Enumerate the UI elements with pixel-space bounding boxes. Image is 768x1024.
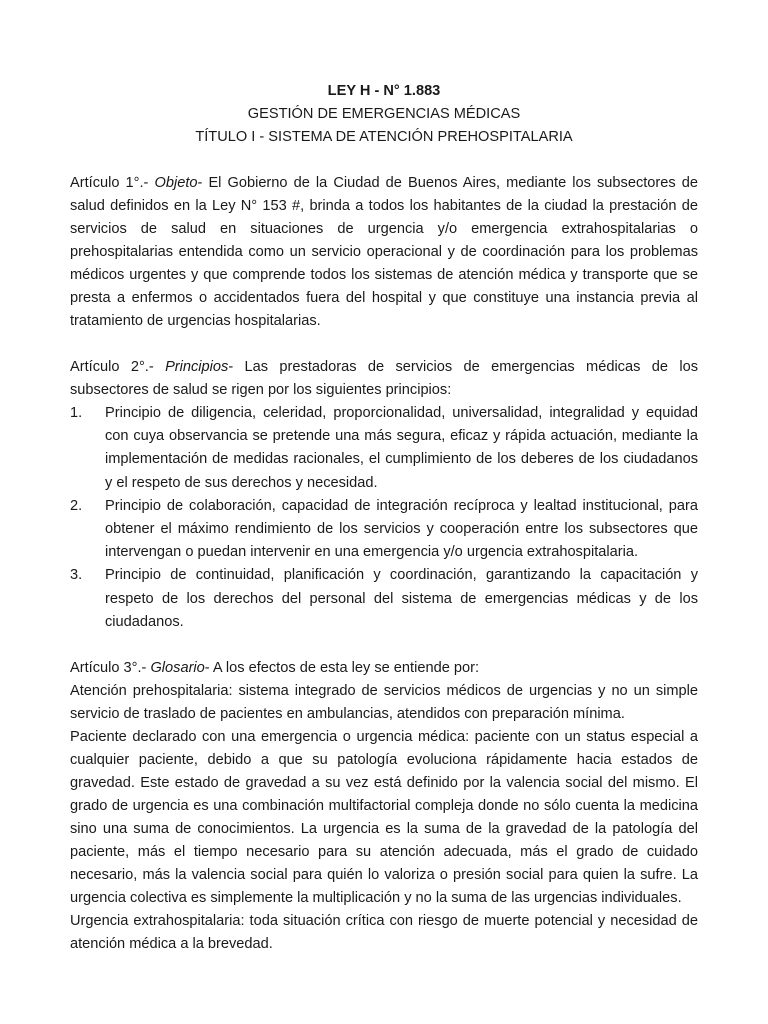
- article-3-label: Artículo 3°.-: [70, 660, 151, 677]
- definition-emergency-patient: Paciente declarado con una emergencia o urgencia médica: paciente con un status especial a cualquier paciente, debido a que su patología evoluciona rápidamente hacia estados de gravedad. Este estado de gravedad a su vez está definido por la valencia social del mismo. El grado de urgencia es una combinación multifactorial compleja donde no sólo cuenta la medicina sino una suma de conocimientos. La urgencia es la suma de la gravedad de la patología del paciente, más el tiempo necesario para su atención adecuada, más el grado de cuidado necesario, más la valencia social para quién lo valoriza o presión social para quien la sufre. La urgencia colectiva es simplemente la multiplicación y no la suma de las urgencias individuales.: [70, 729, 698, 907]
- article-1-text: - El Gobierno de la Ciudad de Buenos Aires, mediante los subsectores de salud definidos en la Ley N° 153 #, brinda a todos los habitantes de la ciudad la prestación de servicios de salud en situaciones de urgencia y/o emergencia extrahospitalarias o prehospitalarias entendida como un servicio operacional y de coordinación para los problemas médicos urgentes y que comprende todos los sistemas de atención médica y transporte que se presta a enfermos o accidentados fuera del hospital y que constituye una instancia previa al tratamiento de urgencias hospitalarias.: [70, 175, 698, 329]
- document-header: [70, 80, 698, 149]
- article-2-text: - Las prestadoras de servicios de emergencias médicas de los subsectores de salud se rigen por los siguientes principios:: [70, 359, 698, 398]
- list-item-number: 3.: [70, 567, 83, 584]
- article-2-label: Artículo 2°.-: [70, 359, 166, 375]
- law-number: LEY H - N° 1.883: [327, 83, 441, 99]
- list-item-text: Principio de diligencia, celeridad, proporcionalidad, universalidad, integralidad y equidad con cuya observancia se pretende una más segura, eficaz y rápida actuación, mediante la implementación de medidas racionales, el cumplimiento de los deberes de los ciudadanos y el respeto de sus derechos y necesidad.: [105, 405, 698, 491]
- article-3-keyword: Glosario: [150, 660, 205, 677]
- list-item-text: Principio de continuidad, planificación y coordinación, garantizando la capacitación y respeto de los derechos del personal del sistema de emergencias médicas y de los ciudadanos.: [105, 567, 698, 630]
- list-item-number: 1.: [70, 405, 83, 421]
- article-2-keyword: Principios: [165, 359, 229, 375]
- principles-list: [70, 402, 698, 634]
- article-1: [70, 172, 698, 333]
- article-1-label: Artículo 1°.-: [70, 175, 155, 191]
- law-subtitle: GESTIÓN DE EMERGENCIAS MÉDICAS: [247, 106, 521, 122]
- list-item-number: 2.: [70, 497, 83, 514]
- article-3: [70, 657, 698, 680]
- definition-extrahospital-urgency: Urgencia extrahospitalaria: toda situación crítica con riesgo de muerte potencial y necesidad de atención médica a la brevedad.: [70, 913, 698, 953]
- article-2: [70, 356, 698, 402]
- article-3-text: - A los efectos de esta ley se entiende por:: [204, 660, 480, 677]
- article-1-keyword: Objeto: [154, 175, 198, 191]
- list-item-text: Principio de colaboración, capacidad de integración recíproca y lealtad institucional, para obtener el máximo rendimiento de los servicios y cooperación entre los subsectores que intervengan o puedan intervenir en una emergencia y/o urgencia extrahospitalaria.: [105, 497, 698, 561]
- title-heading: TÍTULO I - SISTEMA DE ATENCIÓN PREHOSPITALARIA: [195, 129, 573, 145]
- definition-prehospital-care: Atención prehospitalaria: sistema integrado de servicios médicos de urgencias y no un simple servicio de traslado de pacientes en ambulancias, atendidos con preparación mínima.: [70, 683, 698, 723]
- list-item: [70, 495, 698, 565]
- list-item: [70, 402, 698, 495]
- list-item: [70, 564, 698, 634]
